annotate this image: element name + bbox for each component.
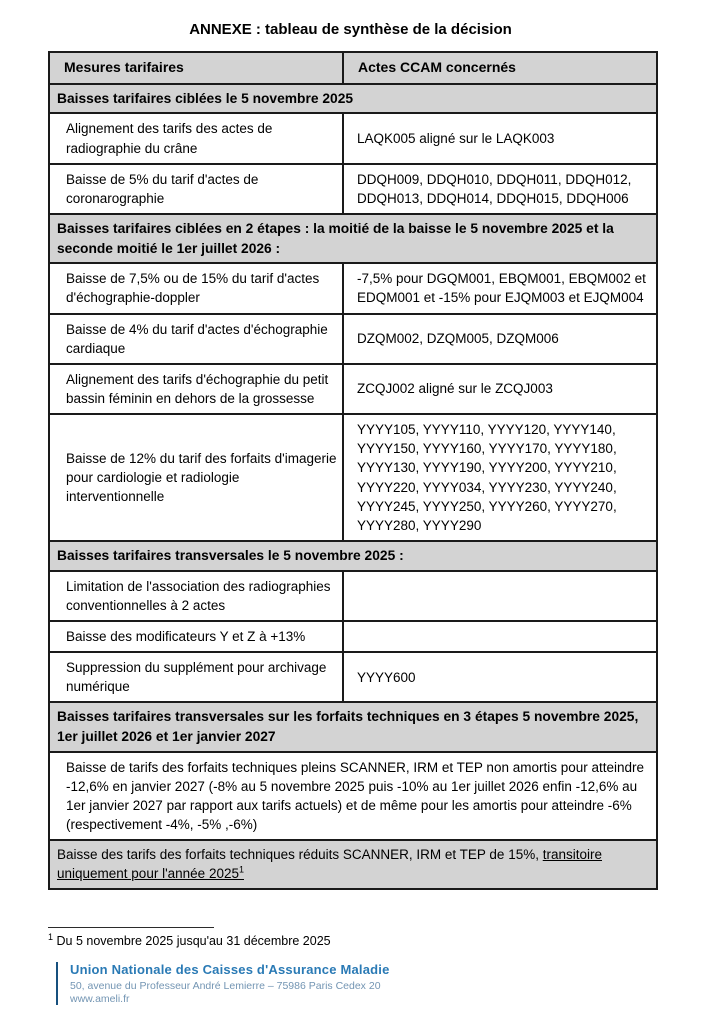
section-header-cell: Baisses tarifaires transversales sur les forfaits techniques en 3 étapes 5 novembre 2025, 1er juillet 2026 et 1er janvier 2027 <box>49 702 657 751</box>
section-header-row <box>49 214 657 263</box>
footer-text-block <box>70 962 390 1005</box>
actes-ccam-cell: DZQM002, DZQM005, DZQM006 <box>343 314 657 364</box>
section-header-cell: Baisses tarifaires ciblées en 2 étapes : la moitié de la baisse le 5 novembre 2025 et la seconde moitié le 1er juillet 2026 : <box>49 214 657 263</box>
footer-address: 50, avenue du Professeur André Lemierre – 75986 Paris Cedex 20 <box>70 980 381 992</box>
footer-website-link[interactable]: www.ameli.fr <box>70 993 130 1005</box>
measure-cell: Baisse de 7,5% ou de 15% du tarif d'actes d'échographie-doppler <box>49 263 343 313</box>
actes-ccam-cell: YYYY105, YYYY110, YYYY120, YYYY140, YYYY150, YYYY160, YYYY170, YYYY180, YYYY130, YYYY190, YYYY200, YYYY210, YYYY220, YYYY034, YYYY230, YYYY240, YYYY245, YYYY250, YYYY260, YYYY270, YYYY280, YYYY290 <box>343 414 657 541</box>
page-title: ANNEXE : tableau de synthèse de la décision <box>189 21 512 38</box>
section-header-row <box>49 702 657 751</box>
fullwidth-cell: Baisse de tarifs des forfaits techniques pleins SCANNER, IRM et TEP non amortis pour atteindre -12,6% en janvier 2027 (-8% au 5 novembre 2025 puis -10% au 1er juillet 2026 enfin -12,6% au 1er janvier 2027 par rapport aux tarifs actuels) et de même pour les amortis pour atteindre -6% (respectivement -4%, -5% ,-6%) <box>49 752 657 841</box>
table-row <box>49 164 657 214</box>
table-row <box>49 621 657 652</box>
table-row <box>49 571 657 621</box>
footnote-text: Du 5 novembre 2025 jusqu'au 31 décembre 2025 <box>56 933 331 948</box>
measure-cell: Suppression du supplément pour archivage numérique <box>49 652 343 702</box>
table-body <box>49 84 657 889</box>
note-footnote-ref: 1 <box>238 864 244 875</box>
table-row <box>49 414 657 541</box>
actes-ccam-cell <box>343 621 657 652</box>
measure-cell: Limitation de l'association des radiographies conventionnelles à 2 actes <box>49 571 343 621</box>
measure-cell: Alignement des tarifs des actes de radiographie du crâne <box>49 113 343 163</box>
table-header-row <box>49 52 657 84</box>
fullwidth-row <box>49 752 657 841</box>
actes-ccam-cell: ZCQJ002 aligné sur le ZCQJ003 <box>343 364 657 414</box>
measure-cell: Baisse de 12% du tarif des forfaits d'imagerie pour cardiologie et radiologie interventionnelle <box>49 414 343 541</box>
section-header-row <box>49 84 657 114</box>
actes-ccam-cell: DDQH009, DDQH010, DDQH011, DDQH012, DDQH013, DDQH014, DDQH015, DDQH006 <box>343 164 657 214</box>
measure-cell: Baisse de 5% du tarif d'actes de coronarographie <box>49 164 343 214</box>
column-header-mesures: Mesures tarifaires <box>49 52 343 84</box>
footnote-divider <box>48 927 214 928</box>
footer-accent-bar <box>56 962 58 1005</box>
table-row <box>49 364 657 414</box>
table-row <box>49 652 657 702</box>
section-note-cell <box>49 840 657 888</box>
table-row <box>49 314 657 364</box>
actes-ccam-cell: LAQK005 aligné sur le LAQK003 <box>343 113 657 163</box>
note-underlined-text: transitoire uniquement pour l'année 2025$^1$ <box>57 847 602 882</box>
section-header-row <box>49 541 657 571</box>
section-header-cell: Baisses tarifaires ciblées le 5 novembre 2025 <box>49 84 657 114</box>
footer-org-name: Union Nationale des Caisses d'Assurance Maladie <box>70 962 390 977</box>
footnote <box>48 931 701 948</box>
footer <box>56 962 390 1005</box>
section-header-cell: Baisses tarifaires transversales le 5 novembre 2025 : <box>49 541 657 571</box>
measure-cell: Baisse des modificateurs Y et Z à +13% <box>49 621 343 652</box>
footnote-marker: 1 <box>48 931 54 942</box>
actes-ccam-cell: -7,5% pour DGQM001, EBQM001, EBQM002 et EDQM001 et -15% pour EJQM003 et EJQM004 <box>343 263 657 313</box>
measure-cell: Baisse de 4% du tarif d'actes d'échographie cardiaque <box>49 314 343 364</box>
note-plain-text: Baisse des tarifs des forfaits techniques réduits SCANNER, IRM et TEP de 15%, <box>57 847 543 863</box>
synthesis-table <box>48 51 658 890</box>
section-note-row <box>49 840 657 888</box>
actes-ccam-cell <box>343 571 657 621</box>
table-row <box>49 113 657 163</box>
table-row <box>49 263 657 313</box>
column-header-actes: Actes CCAM concernés <box>343 52 657 84</box>
actes-ccam-cell: YYYY600 <box>343 652 657 702</box>
measure-cell: Alignement des tarifs d'échographie du petit bassin féminin en dehors de la grossesse <box>49 364 343 414</box>
